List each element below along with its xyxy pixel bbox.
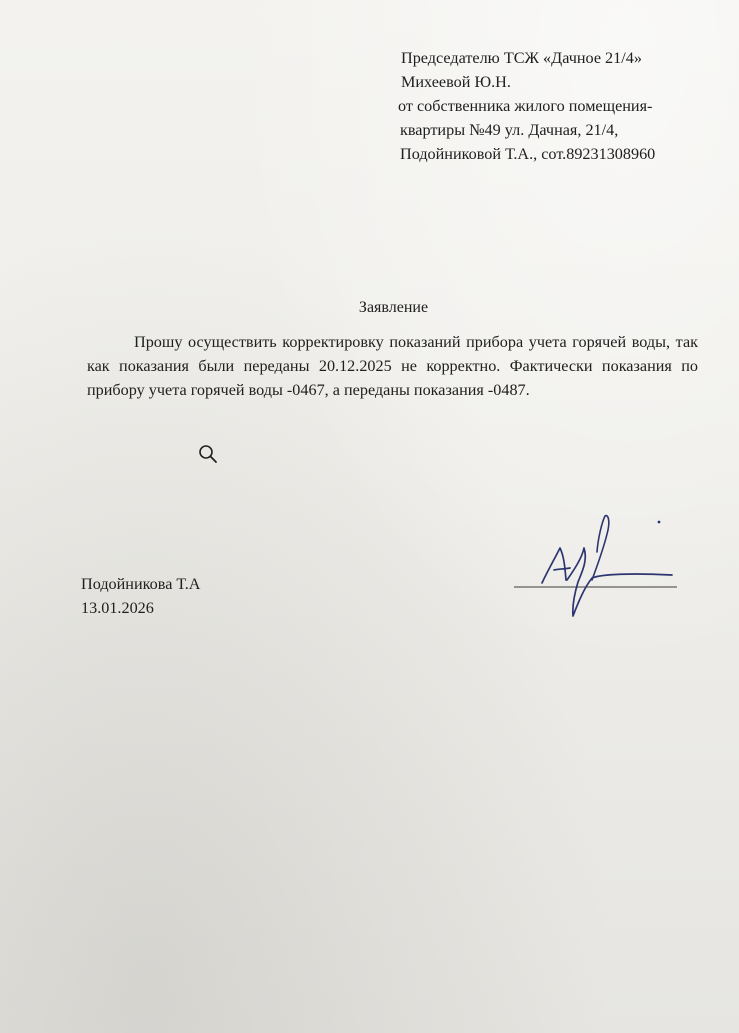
header-line-sender: от собственника жилого помещения- bbox=[398, 97, 653, 115]
header-line-sender-name: Подойниковой Т.А., сот.89231308960 bbox=[400, 145, 656, 163]
header-line-recipient: Председателю ТСЖ «Дачное 21/4» bbox=[401, 49, 642, 67]
signer-name: Подойникова Т.А bbox=[81, 575, 201, 593]
signature-dot bbox=[658, 521, 661, 524]
magnifier-icon[interactable] bbox=[197, 443, 219, 465]
header-line-address: квартиры №49 ул. Дачная, 21/4, bbox=[400, 121, 619, 139]
header-line-recipient-name: Михеевой Ю.Н. bbox=[401, 73, 511, 91]
signature-date: 13.01.2026 bbox=[81, 599, 154, 617]
document-title: Заявление bbox=[358, 299, 429, 316]
signature-stroke bbox=[567, 548, 672, 616]
document-body: Прошу осуществить корректировку показаний прибора учета горячей воды, так как показания были переданы 20.12.2025 не корректно. Фактически показания по прибору учета горячей воды -0467, а переданы показания -0487. bbox=[87, 333, 698, 399]
signature-stroke bbox=[592, 516, 609, 580]
signature-stroke bbox=[542, 548, 570, 583]
addressee-header bbox=[398, 46, 718, 166]
handwritten-signature bbox=[512, 508, 682, 623]
